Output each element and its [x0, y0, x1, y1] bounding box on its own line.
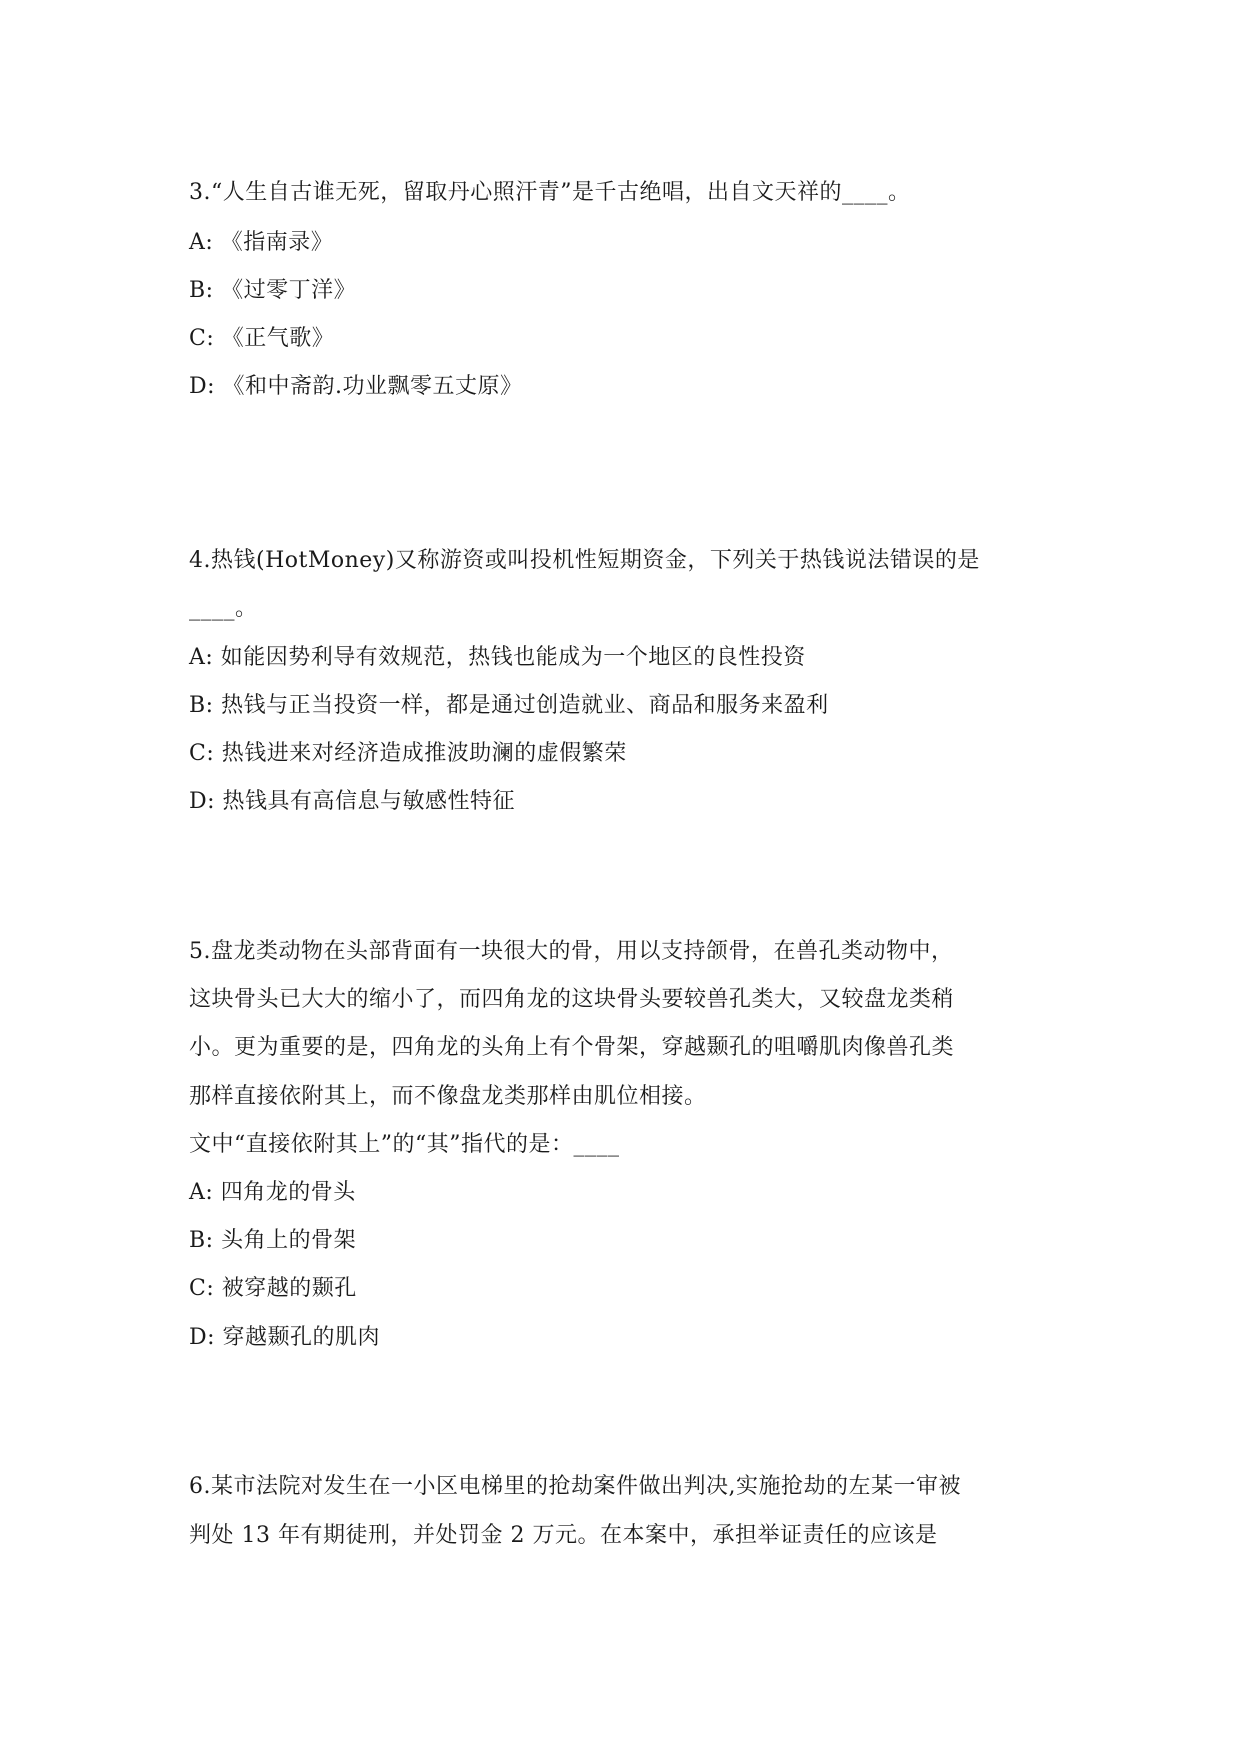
- question-stem: 4.热钱(HotMoney)又称游资或叫投机性短期资金，下列关于热钱说法错误的是: [189, 548, 980, 573]
- option-d: D: 《和中斋韵.功业飘零五丈原》: [189, 374, 523, 399]
- question-stem: 这块骨头已大大的缩小了，而四角龙的这块骨头要较兽孔类大，又较盘龙类稍: [189, 987, 955, 1012]
- question-stem: 判处 13 年有期徒刑，并处罚金 2 万元。在本案中，承担举证责任的应该是: [189, 1523, 938, 1548]
- option-b: B: 热钱与正当投资一样，都是通过创造就业、商品和服务来盈利: [189, 693, 829, 718]
- question-stem: 小。更为重要的是，四角龙的头角上有个骨架，穿越颞孔的咀嚼肌肉像兽孔类: [189, 1035, 955, 1060]
- option-a: A: 如能因势利导有效规范，热钱也能成为一个地区的良性投资: [189, 645, 806, 670]
- option-d: D: 穿越颞孔的肌肉: [189, 1325, 381, 1350]
- question-stem: 5.盘龙类动物在头部背面有一块很大的骨，用以支持颌骨，在兽孔类动物中，: [189, 939, 954, 964]
- option-a: A: 《指南录》: [189, 230, 334, 255]
- option-b: B: 头角上的骨架: [189, 1228, 357, 1253]
- question-stem: 6.某市法院对发生在一小区电梯里的抢劫案件做出判决,实施抢劫的左某一审被: [189, 1474, 961, 1499]
- question-stem: 那样直接依附其上，而不像盘龙类那样由肌位相接。: [189, 1084, 707, 1109]
- question-stem: ____。: [189, 596, 258, 621]
- option-c: C: 热钱进来对经济造成推波助澜的虚假繁荣: [189, 741, 627, 766]
- question-prompt: 文中“直接依附其上”的“其”指代的是：____: [189, 1132, 620, 1157]
- option-c: C: 被穿越的颞孔: [189, 1276, 357, 1301]
- question-stem: 3.“人生自古谁无死，留取丹心照汗青”是千古绝唱，出自文天祥的____。: [189, 180, 911, 205]
- option-c: C: 《正气歌》: [189, 326, 335, 351]
- option-b: B: 《过零丁洋》: [189, 278, 357, 303]
- option-d: D: 热钱具有高信息与敏感性特征: [189, 789, 516, 814]
- option-a: A: 四角龙的骨头: [189, 1180, 356, 1205]
